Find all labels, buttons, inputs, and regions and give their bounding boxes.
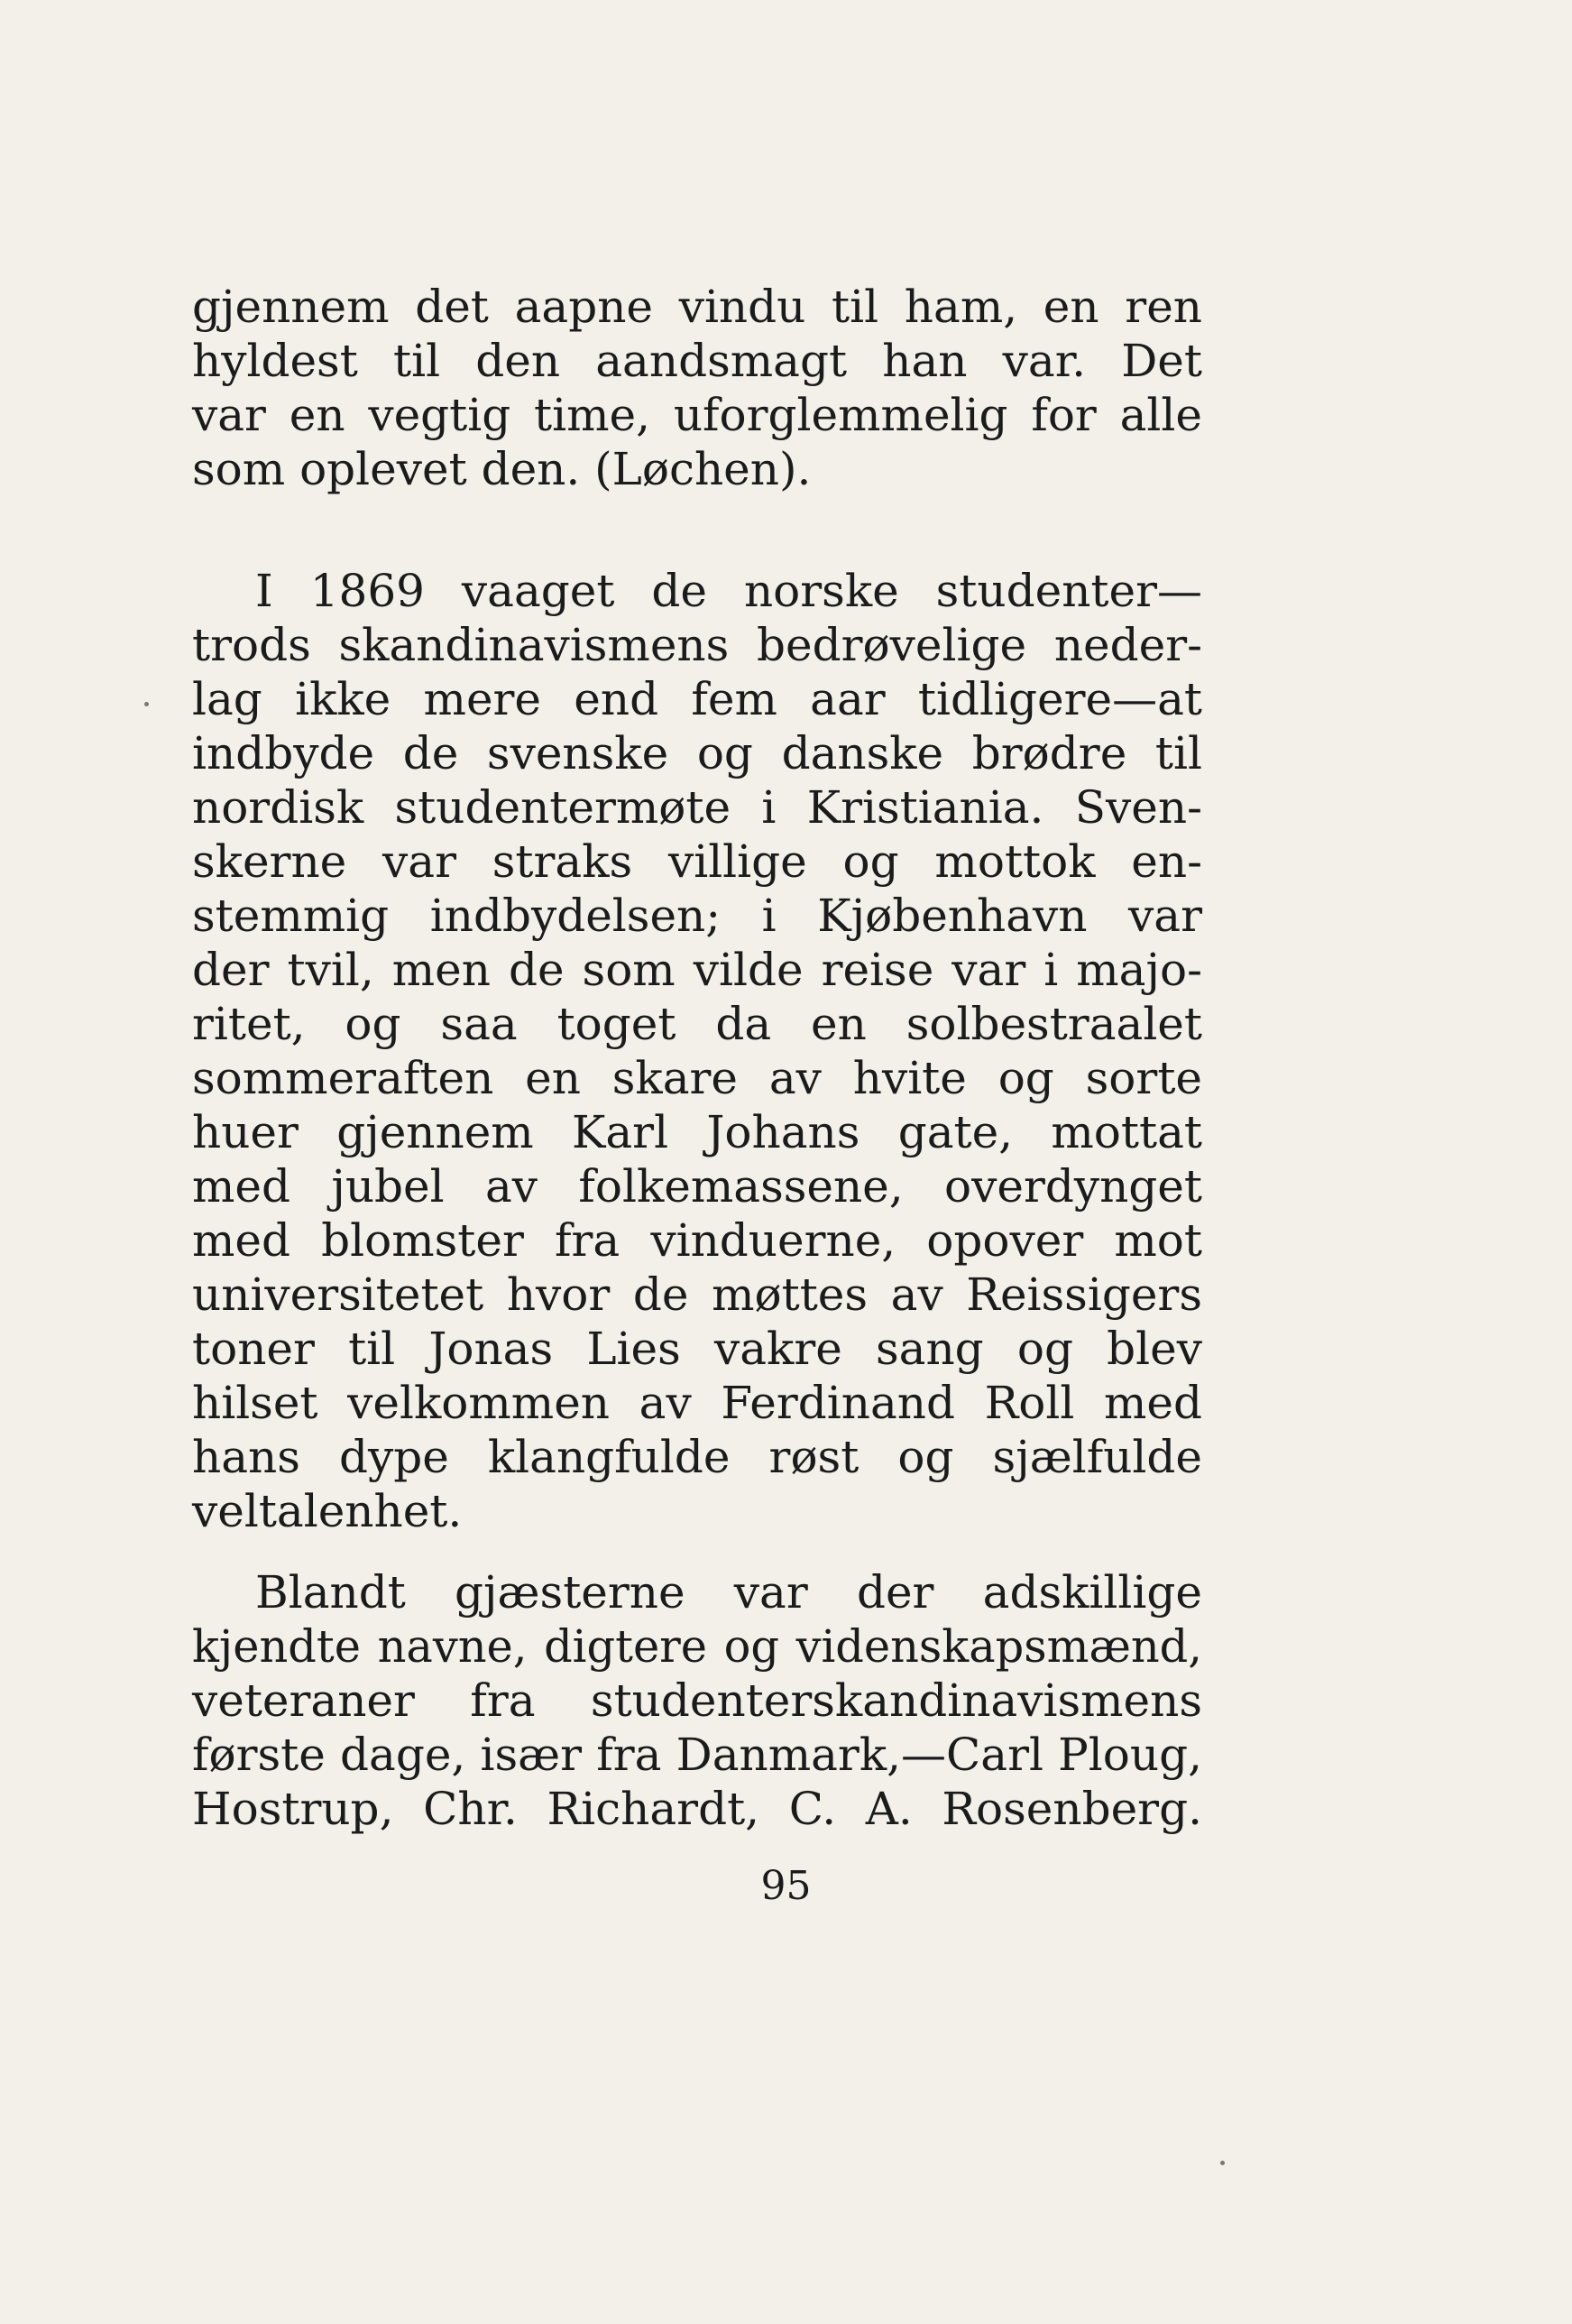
text-line: første dage, især fra Danmark,—Carl Ploug, — [192, 1729, 1202, 1781]
text-line: skerne var straks villige og mottok en- — [192, 835, 1202, 888]
text-line: var en vegtig time, uforglemmelig for alle — [192, 389, 1202, 441]
text-line: universitetet hvor de møttes av Reissigers — [192, 1268, 1202, 1321]
text-line: gjennem det aapne vindu til ham, en ren — [192, 281, 1202, 333]
text-line: I 1869 vaaget de norske studenter— — [255, 565, 1202, 617]
text-line: huer gjennem Karl Johans gate, mottat — [192, 1106, 1202, 1158]
paragraph-continuation — [192, 280, 1202, 496]
paragraph-student-meeting — [192, 564, 1202, 1538]
text-line: ritet, og saa toget da en solbestraalet — [192, 998, 1202, 1050]
text-line: hilset velkommen av Ferdinand Roll med — [192, 1377, 1202, 1429]
paragraph-guests — [192, 1565, 1202, 1836]
text-line: hyldest til den aandsmagt han var. Det — [192, 335, 1202, 387]
text-line: indbyde de svenske og danske brødre til — [192, 727, 1202, 779]
text-line: sommeraften en skare av hvite og sorte — [192, 1052, 1202, 1104]
text-line: veteraner fra studenterskandinavismens — [192, 1674, 1202, 1727]
paper-speck — [144, 702, 149, 706]
text-line: lag ikke mere end fem aar tidligere—at — [192, 673, 1202, 725]
paper-speck — [1220, 2161, 1225, 2165]
text-line: toner til Jonas Lies vakre sang og blev — [192, 1323, 1202, 1375]
text-line: veltalenhet. — [192, 1485, 463, 1537]
text-line: med jubel av folkemassene, overdynget — [192, 1160, 1202, 1213]
text-line: med blomster fra vinduerne, opover mot — [192, 1214, 1202, 1267]
text-line: nordisk studentermøte i Kristiania. Sven- — [192, 781, 1202, 834]
text-line: der tvil, men de som vilde reise var i majo- — [192, 944, 1202, 996]
text-line: trods skandinavismens bedrøvelige neder- — [192, 619, 1202, 671]
text-line: kjendte navne, digtere og videnskapsmænd, — [192, 1620, 1202, 1673]
page-number: 95 — [760, 1863, 812, 1909]
text-line: Blandt gjæsterne var der adskillige — [255, 1566, 1202, 1618]
text-line: stemmig indbydelsen; i Kjøbenhavn var — [192, 890, 1202, 942]
text-line: som oplevet den. (Løchen). — [192, 443, 812, 495]
text-line: hans dype klangfulde røst og sjælfulde — [192, 1431, 1202, 1483]
text-line: Hostrup, Chr. Richardt, C. A. Rosenberg. — [192, 1783, 1202, 1835]
